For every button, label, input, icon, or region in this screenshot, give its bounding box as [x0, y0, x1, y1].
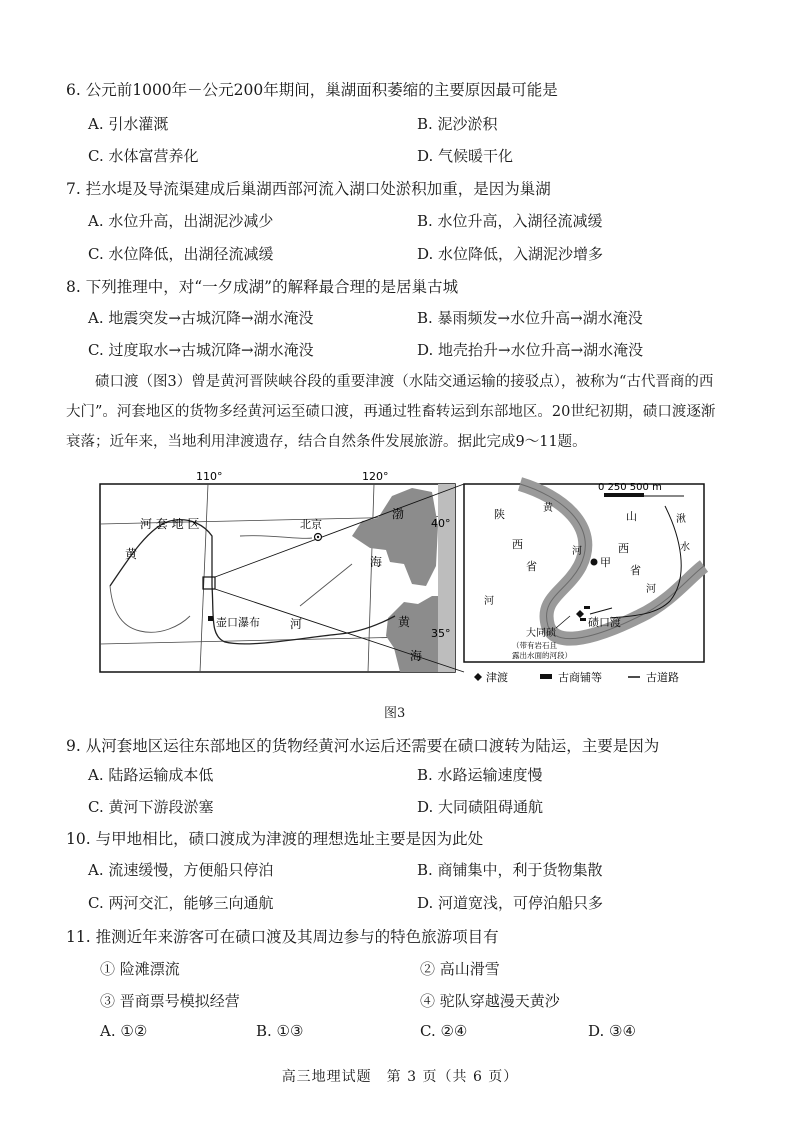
q11-stem: 11. 推测近年来游客可在碛口渡及其周边参与的特色旅游项目有: [66, 928, 499, 946]
q11-option-a: A. ①②: [100, 1022, 148, 1040]
figure-3: [0, 466, 800, 696]
legend-shop-icon: [540, 674, 552, 679]
region-label: 河 套 地 区: [140, 517, 200, 531]
qiushui-char-3: 河: [646, 584, 656, 595]
bohai-char-1: 渤: [392, 507, 405, 521]
beijing-label: 北京: [300, 518, 322, 531]
q8-stem: 8. 下列推理中，对“一夕成湖”的解释最合理的是居巢古城: [66, 278, 459, 296]
legend-ferry: 津渡: [486, 671, 508, 684]
figure-caption: 图3: [384, 706, 406, 721]
q8-option-d: D. 地壳抬升→水位升高→湖水淹没: [417, 341, 644, 359]
shanxi-char-3: 省: [630, 564, 641, 577]
passage-text: 碛口渡（图3）曾是黄河晋陕峡谷段的重要津渡（水陆交通运输的接驳点），被称为“古代晋商的西大门”。河套地区的货物多经黄河运至碛口渡，再通过牲畜转运到东部地区。20世纪初期，碛口渡逐渐衰落；近年来，当地利用津渡遗存，结合自然条件发展旅游。据此完成9～11题。: [66, 374, 716, 450]
q8-option-c: C. 过度取水→古城沉降→湖水淹没: [88, 341, 314, 359]
shaanxi-char-1: 陕: [494, 508, 505, 521]
land-strip: [438, 484, 455, 672]
q10-option-d: D. 河道宽浅，可停泊船只多: [417, 894, 604, 912]
datong-note-1: （带有岩石且: [512, 641, 557, 650]
q9-stem: 9. 从河套地区运往东部地区的货物经黄河水运后还需要在碛口渡转为陆运，主要是因为: [66, 737, 660, 755]
inset-river-char-2: 河: [572, 546, 582, 557]
q7-option-c: C. 水位降低，出湖径流减缓: [88, 245, 274, 263]
falls-label: 壶口瀑布: [216, 616, 260, 629]
shanxi-char-2: 西: [618, 542, 629, 555]
q7-stem: 7. 拦水堤及导流渠建成后巢湖西部河流入湖口处淤积加重，是因为巢湖: [66, 180, 551, 198]
legend-ferry-icon: [474, 673, 482, 681]
yellow-sea-char-2: 海: [410, 649, 423, 663]
qiushui-char-2: 水: [680, 542, 690, 553]
legend-shop: 古商铺等: [558, 671, 602, 684]
q11-option-b: B. ①③: [256, 1022, 304, 1040]
q6-stem: 6. 公元前1000年－公元200年期间，巢湖面积萎缩的主要原因最可能是: [66, 81, 558, 99]
ancient-shop-2: [580, 618, 586, 621]
lat-label-40: 40°: [431, 517, 451, 530]
lon-label-120: 120°: [362, 470, 389, 483]
q7-option-a: A. 水位升高，出湖泥沙减少: [88, 212, 274, 230]
lat-label-35: 35°: [431, 627, 451, 640]
q11-option-c: C. ②④: [420, 1022, 468, 1040]
q11-item-2: ② 高山滑雪: [420, 960, 500, 978]
yellow-river-char-2: 河: [290, 617, 303, 631]
jia-label: 甲: [600, 556, 611, 569]
shaanxi-char-3: 省: [526, 560, 537, 573]
inset-he-label: 河: [484, 596, 494, 607]
q11-item-4: ④ 驼队穿越漫天黄沙: [420, 992, 560, 1010]
q11-option-d: D. ③④: [588, 1022, 636, 1040]
q6-option-b: B. 泥沙淤积: [417, 115, 498, 133]
shanxi-char-1: 山: [626, 510, 637, 523]
inset-river-char-1: 黄: [543, 503, 553, 514]
q9-option-a: A. 陆路运输成本低: [88, 766, 214, 784]
shaanxi-char-2: 西: [512, 538, 523, 551]
datong-label: 大同碛: [526, 628, 556, 639]
q8-option-a: A. 地震突发→古城沉降→湖水淹没: [88, 309, 314, 327]
qikou-label: 碛口渡: [588, 616, 621, 629]
q10-option-b: B. 商铺集中，利于货物集散: [417, 861, 603, 879]
yellow-sea-char-1: 黄: [398, 615, 411, 629]
q6-option-a: A. 引水灌溉: [88, 115, 169, 133]
datong-note-2: 露出水面的河段）: [512, 651, 572, 660]
bohai-char-2: 海: [370, 555, 383, 569]
q8-option-b: B. 暴雨频发→水位升高→湖水淹没: [417, 309, 643, 327]
q9-option-d: D. 大同碛阻碍通航: [417, 798, 544, 816]
q7-option-b: B. 水位升高，入湖径流减缓: [417, 212, 603, 230]
hukou-falls-marker: [208, 616, 213, 621]
q6-option-d: D. 气候暖干化: [417, 147, 514, 165]
q10-option-a: A. 流速缓慢，方便船只停泊: [88, 861, 274, 879]
qiushui-char-1: 湫: [676, 514, 686, 525]
lon-label-110: 110°: [196, 470, 223, 483]
jia-marker: [591, 559, 598, 566]
ancient-shop-1: [584, 606, 590, 609]
q11-item-1: ① 险滩漂流: [100, 960, 180, 978]
q6-option-c: C. 水体富营养化: [88, 147, 199, 165]
page-footer: 高三地理试题 第 3 页（共 6 页）: [281, 1069, 519, 1085]
yellow-river-char-1: 黄: [125, 547, 138, 561]
q9-option-c: C. 黄河下游段淤塞: [88, 798, 214, 816]
q9-option-b: B. 水路运输速度慢: [417, 766, 543, 784]
q7-option-d: D. 水位降低，入湖泥沙增多: [417, 245, 604, 263]
q10-option-c: C. 两河交汇，能够三向通航: [88, 894, 274, 912]
q10-stem: 10. 与甲地相比，碛口渡成为津渡的理想选址主要是因为此处: [66, 830, 484, 848]
scale-label: 0 250 500 m: [598, 482, 662, 493]
legend-road: 古道路: [646, 671, 679, 684]
q11-item-3: ③ 晋商票号模拟经营: [100, 992, 240, 1010]
